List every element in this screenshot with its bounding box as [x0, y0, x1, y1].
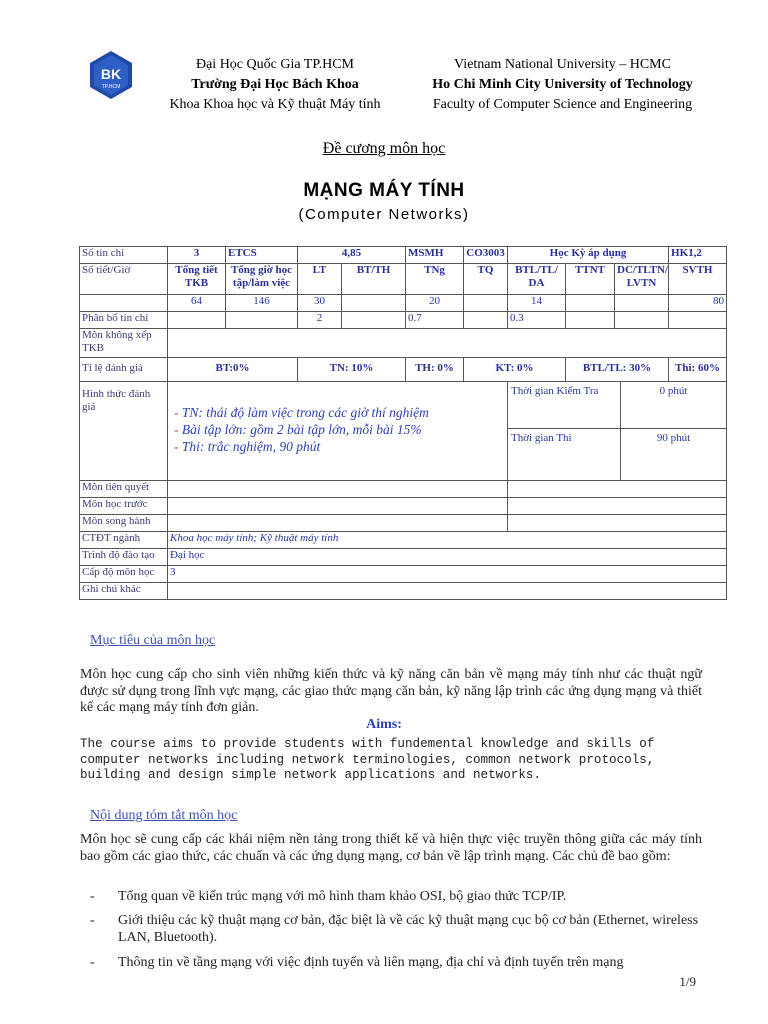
cell-value: 80 [669, 295, 727, 312]
cell-value [342, 295, 406, 312]
list-item-text: Tổng quan về kiến trúc mạng với mô hình tham khảo OSI, bộ giao thức TCP/IP. [118, 889, 567, 904]
table-row [80, 382, 727, 481]
cell-value: 20 [406, 295, 464, 312]
table-row [80, 515, 727, 532]
not-scheduled-label: Môn không xếp TKB [80, 329, 168, 358]
objectives-text: Môn học cung cấp cho sinh viên những kiến thức và kỹ năng căn bản về mạng máy tính như các thuật ngữ được sử dụng trong lĩnh vực mạng, các giao thức mạng căn bản, kỹ năng lập trình các ứng dụng mạng và thiết kế các mạng máy tính đơn giản. [80, 667, 702, 715]
weight-tn: TN: 10% [298, 358, 406, 382]
table-row [80, 498, 727, 515]
weight-kt: KT: 0% [464, 358, 566, 382]
previous-course-label: Môn học trước [80, 498, 168, 515]
assessment-method-label: Hình thức đánh giá [80, 382, 168, 481]
notes-label: Ghi chú khác [80, 583, 168, 600]
course-level-label: Cấp độ môn học [80, 566, 168, 583]
program-label: CTĐT ngành [80, 532, 168, 549]
course-subtitle: (Computer Networks) [298, 206, 470, 223]
cell-value: 2 [298, 312, 342, 329]
col-bt-th: BT/TH [342, 264, 406, 295]
col-svth: SVTH [669, 264, 727, 295]
table-row [80, 481, 727, 498]
table-row [80, 295, 727, 312]
header-faculty-en: Faculty of Computer Science and Engineering [432, 97, 693, 112]
test-duration-label: Thời gian Kiểm Tra [508, 382, 621, 428]
weighting-label: Tỉ lệ đánh giá [80, 358, 168, 382]
cell-value: 0.7 [406, 312, 464, 329]
prerequisite-label: Môn tiên quyết [80, 481, 168, 498]
cell-value [566, 295, 615, 312]
header-school: Trường Đại Học Bách Khoa [191, 77, 359, 92]
corequisite-label: Môn song hành [80, 515, 168, 532]
assessment-item: - Thi: trắc nghiệm, 90 phút [174, 438, 505, 455]
cell-value: 14 [508, 295, 566, 312]
semester-label: Học Kỳ áp dụng [508, 247, 669, 264]
table-row [80, 549, 727, 566]
col-dc: DC/TLTN/ LVTN [615, 264, 669, 295]
semester-value: HK1,2 [669, 247, 727, 264]
logo-subtext: TP.HCM [101, 84, 121, 90]
weight-th: TH: 0% [406, 358, 464, 382]
cell-value [615, 295, 669, 312]
test-duration-value: 0 phút [621, 382, 727, 428]
cell-value: 0.3 [508, 312, 566, 329]
table-row [80, 264, 727, 295]
table-row [80, 583, 727, 600]
header-english [400, 55, 725, 115]
course-title: MẠNG MÁY TÍNH [303, 180, 465, 201]
header-vietnamese [140, 55, 410, 115]
table-row [80, 312, 727, 329]
header-university: Đại Học Quốc Gia TP.HCM [195, 57, 354, 72]
col-total-hours: Tổng giờ học tập/làm việc [226, 264, 298, 295]
credits-label: Số tín chỉ [80, 247, 168, 264]
etcs-value: 4,85 [298, 247, 406, 264]
exam-duration-cell [508, 382, 727, 481]
header-university-en: Vietnam National University – HCMC [454, 57, 671, 72]
level-value: Đại học [168, 549, 727, 566]
exam-duration-value: 90 phút [656, 431, 691, 444]
summary-heading: Nội dung tóm tắt môn học [90, 808, 238, 823]
cell-value [464, 295, 508, 312]
col-total-periods: Tổng tiết TKB [168, 264, 226, 295]
cell-value: 146 [226, 295, 298, 312]
cell-value: 64 [168, 295, 226, 312]
summary-intro: Môn học sẽ cung cấp các khái niệm nền tảng trong thiết kế và hiện thực việc truyền thông giữa các máy tính bao gồm các giao thức, các chuẩn và các ứng dụng mạng, cơ bản về lập trình mạng. Các chủ đề bao gồm: [80, 832, 702, 864]
list-item-text: Thông tin về tầng mạng với việc định tuyến và liên mạng, địa chỉ và định tuyến trên mạng [118, 955, 624, 970]
table-row [80, 566, 727, 583]
list-item: - Giới thiệu các kỹ thuật mạng cơ bản, đặc biệt là về các kỹ thuật mạng cục bộ cơ bản (Ethernet, wireless LAN, Bluetooth). [90, 912, 702, 946]
program-value: Khoa học máy tính; Kỹ thuật máy tính [168, 532, 727, 549]
course-code-label: MSMH [406, 247, 464, 264]
list-item: - Thông tin về tầng mạng với việc định tuyến và liên mạng, địa chỉ và định tuyến trên mạng [90, 954, 702, 971]
col-tq: TQ [464, 264, 508, 295]
credits-value: 3 [168, 247, 226, 264]
course-level-value: 3 [168, 566, 727, 583]
col-btl: BTL/TL/ DA [508, 264, 566, 295]
assessment-item: - TN: thái độ làm việc trong các giờ thí nghiệm [174, 404, 505, 421]
table-row [80, 358, 727, 382]
assessment-item: - Bài tập lớn: gồm 2 bài tập lớn, mỗi bài 15% [174, 421, 505, 438]
list-item: - Tổng quan về kiến trúc mạng với mô hình tham khảo OSI, bộ giao thức TCP/IP. [90, 888, 702, 905]
aims-text: The course aims to provide students with fundemental knowledge and skills of computer networks including network terminologies, common network protocols, building and design simple network applications and networks. [80, 737, 655, 782]
aims-heading: Aims: [366, 717, 402, 732]
course-code-value: CO3003 [464, 247, 508, 264]
col-ttnt: TTNT [566, 264, 615, 295]
table-row [80, 329, 727, 358]
level-label: Trình độ đào tạo [80, 549, 168, 566]
logo-text: BK [100, 66, 122, 82]
header-faculty: Khoa Khoa học và Kỹ thuật Máy tính [169, 97, 381, 112]
col-tng: TNg [406, 264, 464, 295]
weight-btl: BTL/TL: 30% [566, 358, 669, 382]
course-info-table [79, 246, 727, 600]
cell-value: 30 [298, 295, 342, 312]
col-lt: LT [298, 264, 342, 295]
weight-bt: BT:0% [168, 358, 298, 382]
exam-duration-label: Thời gian Thi [508, 428, 621, 480]
assessment-methods [168, 382, 508, 481]
table-row [80, 532, 727, 549]
syllabus-title: Đề cương môn học [322, 140, 446, 157]
hours-label: Số tiết/Giờ [80, 264, 168, 295]
page-number: 1/9 [679, 974, 696, 989]
weight-exam: Thi: 60% [669, 358, 727, 382]
credit-allocation-label: Phân bổ tín chỉ [80, 312, 168, 329]
etcs-label: ETCS [226, 247, 298, 264]
objectives-heading: Mục tiêu của môn học [90, 633, 216, 648]
list-item-text: Giới thiệu các kỹ thuật mạng cơ bản, đặc biệt là về các kỹ thuật mạng cục bộ cơ bản (Ethernet, wireless LAN, Bluetooth). [118, 913, 699, 945]
header-school-en: Ho Chi Minh City University of Technology [432, 77, 693, 92]
university-logo [88, 50, 134, 100]
table-row [80, 247, 727, 264]
